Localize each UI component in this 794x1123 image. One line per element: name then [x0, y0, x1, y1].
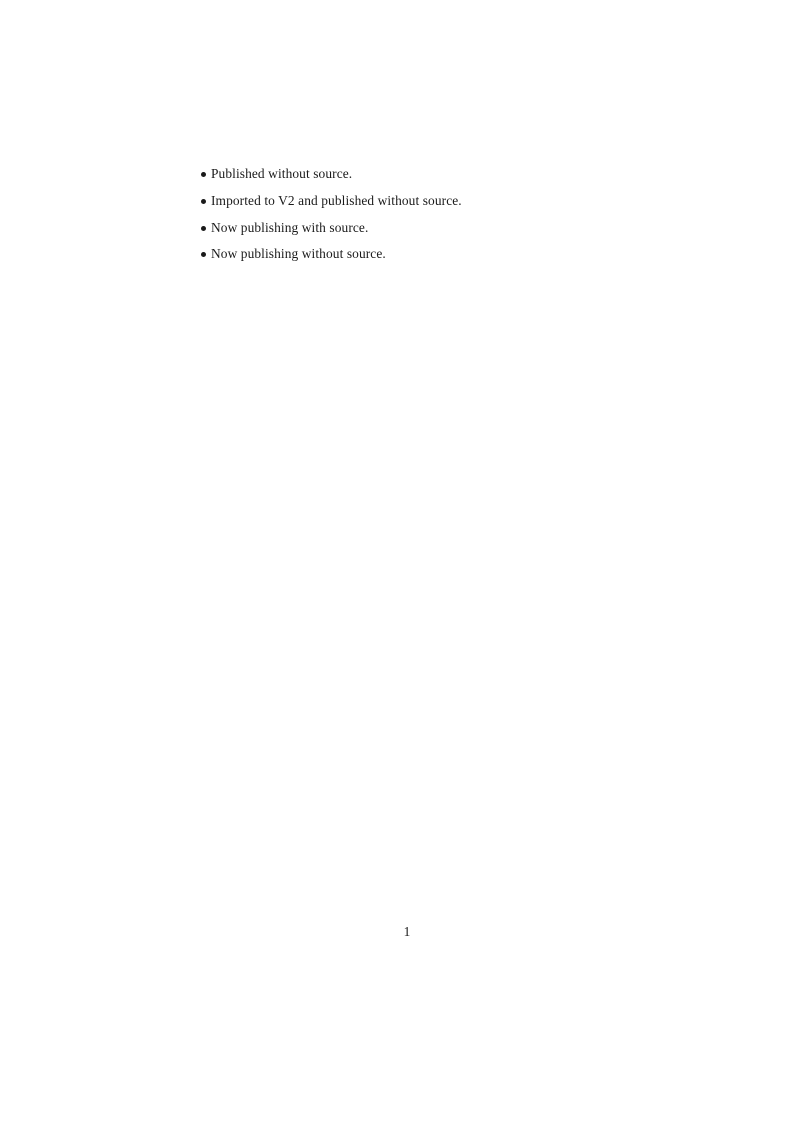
list-item-text: Published without source. [211, 166, 353, 181]
bullet-icon [201, 252, 206, 257]
bullet-icon [201, 172, 206, 177]
list-item-text: Now publishing with source. [211, 219, 369, 235]
list-item-text: Now publishing without source. [211, 246, 386, 262]
bullet-icon [201, 226, 206, 231]
list-item-text: Imported to V2 and published without source. [211, 192, 462, 208]
bullet-list [211, 161, 462, 268]
bullet-icon [201, 199, 206, 204]
page-number: 1 [403, 924, 411, 939]
list-item [211, 188, 462, 215]
list-item [211, 161, 462, 188]
list-item [211, 215, 462, 242]
list-item [211, 241, 462, 268]
